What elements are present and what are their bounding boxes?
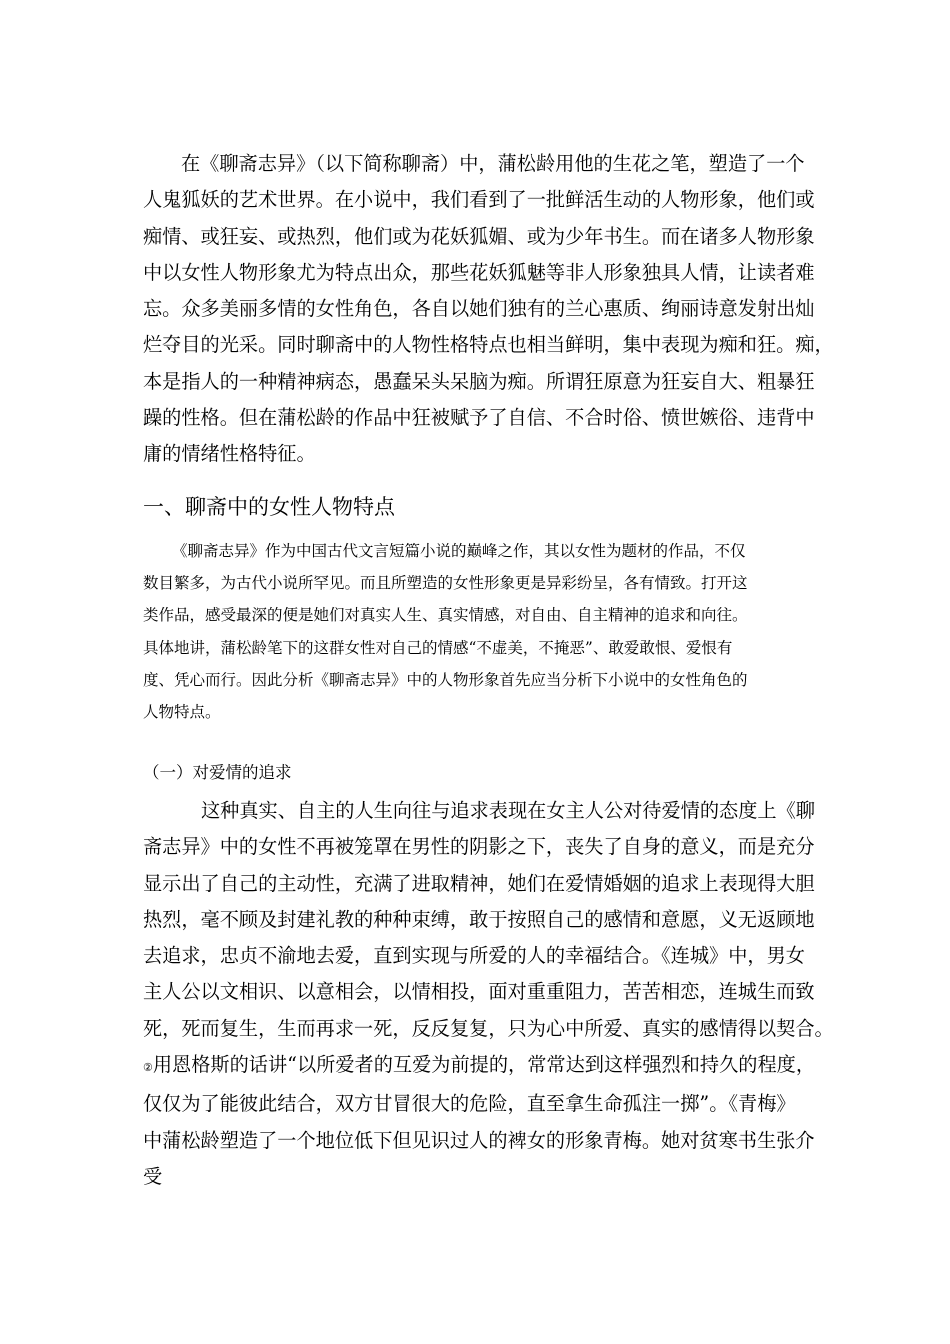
section1-line: 数目繁多，为古代小说所罕见。而且所塑造的女性形象更是异彩纷呈，各有情致。打开这 <box>143 574 748 593</box>
section-heading: 一、聊斋中的女性人物特点 <box>143 495 395 519</box>
intro-line: 躁的性格。但在蒲松龄的作品中狂被赋予了自信、不合时俗、愤世嫉俗、违背中 <box>143 406 815 430</box>
section1-line: 类作品，感受最深的便是她们对真实人生、真实情感，对自由、自主精神的追求和向往。 <box>143 606 748 625</box>
subsection1-line: 受 <box>143 1164 163 1188</box>
intro-line: 烂夺目的光采。同时聊斋中的人物性格特点也相当鲜明，集中表现为痴和狂。痴， <box>143 333 834 357</box>
footnote-marker: ② <box>143 1061 153 1075</box>
section1-line: 《聊斋志异》作为中国古代文言短篇小说的巅峰之作，其以女性为题材的作品，不仅 <box>172 542 746 560</box>
section1-line: 具体地讲，蒲松龄笔下的这群女性对自己的情感“不虚美，不掩恶”、敢爱敢恨、爱恨有 <box>143 638 733 657</box>
section1-line: 人物特点。 <box>143 703 221 722</box>
section1-line: 度、凭心而行。因此分析《聊斋志异》中的人物形象首先应当分析下小说中的女性角色的 <box>143 670 748 689</box>
subsection1-line: 中蒲松龄塑造了一个地位低下但见识过人的裨女的形象青梅。她对贫寒书生张介 <box>143 1128 815 1152</box>
subsection1-line: 热烈，毫不顾及封建礼教的种种束缚，敢于按照自己的感情和意愿，义无返顾地 <box>143 907 815 931</box>
subsection-heading: （一）对爱情的追求 <box>143 763 292 782</box>
subsection1-text: 用恩格斯的话讲“以所爱者的互爱为前提的，常常达到这样强烈和持久的程度， <box>152 1053 816 1077</box>
intro-line: 在《聊斋志异》（以下简称聊斋）中，蒲松龄用他的生花之笔，塑造了一个 <box>181 152 805 175</box>
intro-line: 痴情、或狂妄、或热烈，他们或为花妖狐媚、或为少年书生。而在诸多人物形象 <box>143 224 815 248</box>
subsection1-paragraph <box>143 793 833 1195</box>
subsection1-line: 去追求，忠贞不渝地去爱，直到实现与所爱的人的幸福结合。《连城》中，男女 <box>143 944 805 968</box>
section1-paragraph <box>143 535 833 728</box>
subsection1-line: 显示出了自己的主动性，充满了进取精神，她们在爱情婚姻的追求上表现得大胆 <box>143 871 815 895</box>
subsection1-line: 仅仅为了能彼此结合，双方甘冒很大的危险，直至拿生命孤注一掷”。《青梅》 <box>143 1092 796 1116</box>
intro-line: 忘。众多美丽多情的女性角色，各自以她们独有的兰心惠质、绚丽诗意发射出灿 <box>143 297 815 321</box>
subsection1-line: 死，死而复生，生而再求一死，反反复复，只为心中所爱、真实的感情得以契合。 <box>143 1016 834 1040</box>
intro-line: 中以女性人物形象尤为特点出众，那些花妖狐魅等非人形象独具人情，让读者难 <box>143 260 815 284</box>
subsection1-line: 斋志异》中的女性不再被笼罩在男性的阴影之下，丧失了自身的意义，而是充分 <box>143 835 815 859</box>
intro-line: 本是指人的一种精神病态，愚蠢呆头呆脑为痴。所谓狂原意为狂妄自大、粗暴狂 <box>143 369 815 393</box>
intro-line: 庸的情绪性格特征。 <box>143 442 316 466</box>
subsection1-line <box>143 1047 833 1086</box>
subsection1-line: 主人公以文相识、以意相会，以情相投，面对重重阻力，苦苦相恋，连城生而致 <box>143 980 815 1004</box>
intro-line: 人鬼狐妖的艺术世界。在小说中，我们看到了一批鲜活生动的人物形象，他们或 <box>143 188 815 212</box>
intro-paragraph <box>143 146 833 473</box>
subsection1-line: 这种真实、自主的人生向往与追求表现在女主人公对待爱情的态度上《聊 <box>201 799 815 822</box>
